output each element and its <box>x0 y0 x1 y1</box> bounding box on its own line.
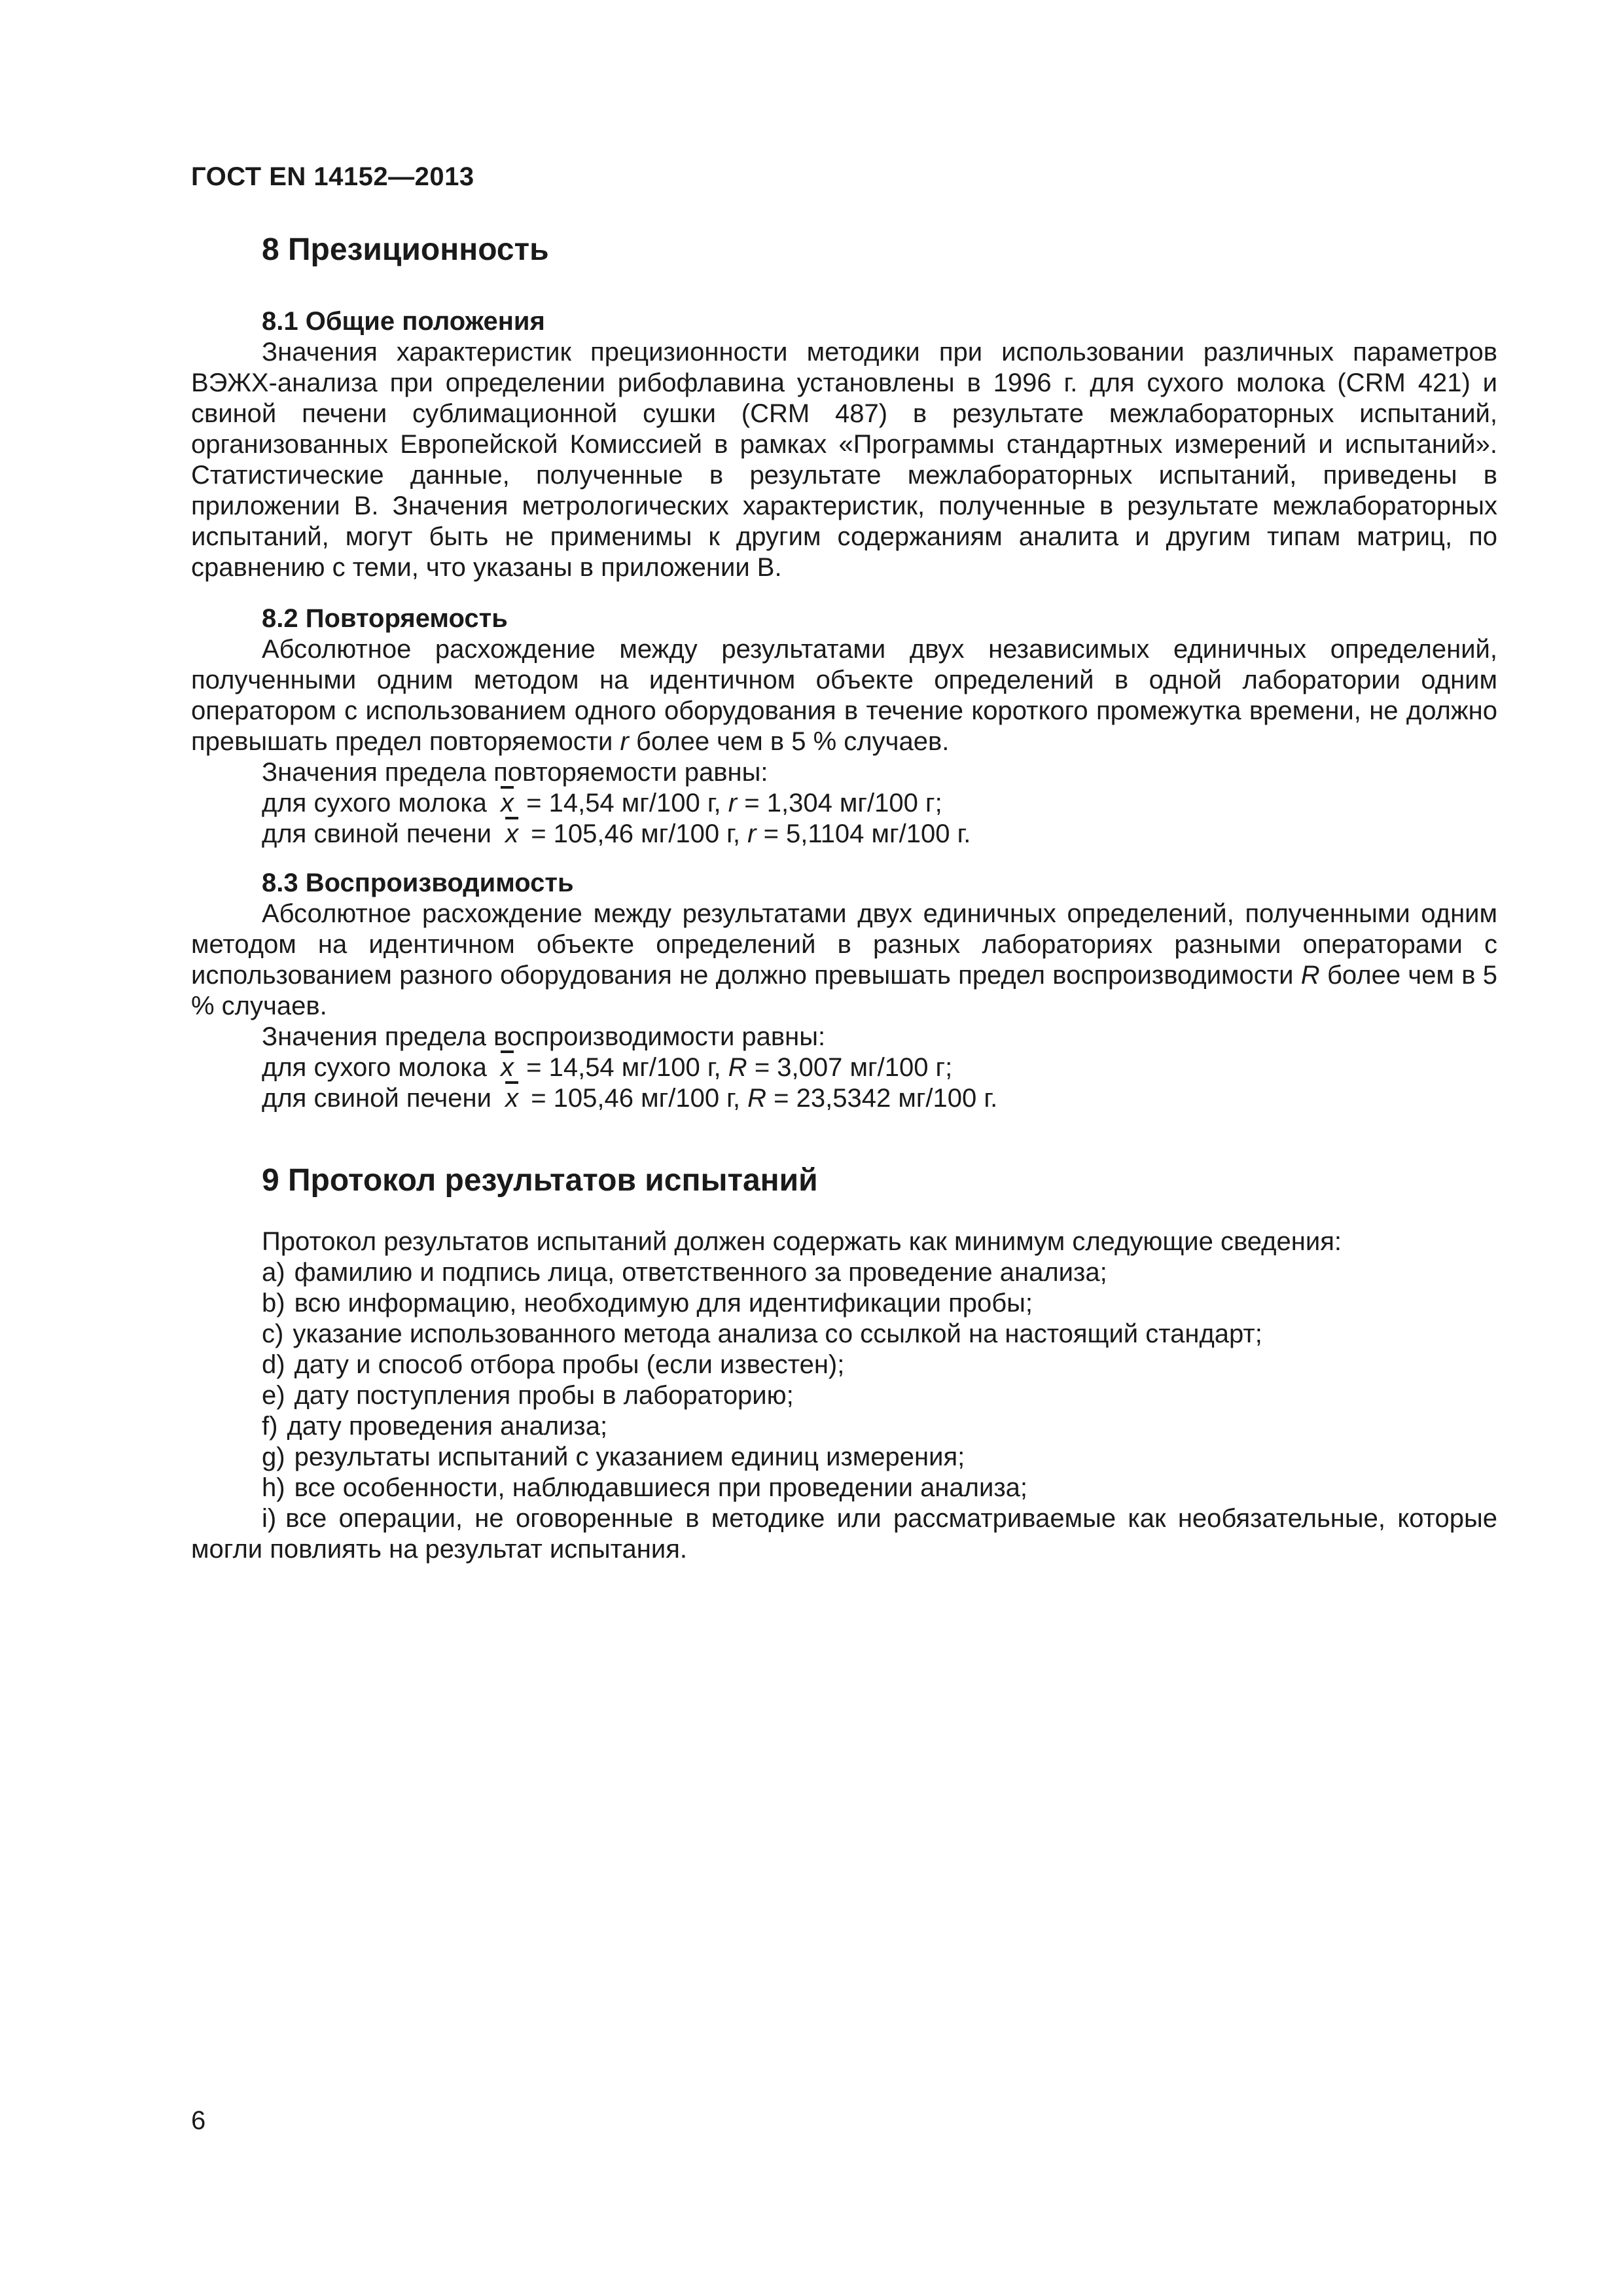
section-8-title: 8 Презиционность <box>262 232 549 267</box>
row-var: r <box>728 789 738 817</box>
list-text: дату проведения анализа; <box>287 1412 608 1441</box>
repeatability-var: r <box>620 727 629 756</box>
section-9 <box>191 1161 1497 1200</box>
page-number: 6 <box>191 2106 206 2135</box>
list-text: все особенности, наблюдавшиеся при проведении анализа; <box>294 1473 1028 1502</box>
list-marker: a) <box>262 1258 285 1287</box>
row-var: r <box>747 819 757 848</box>
section-8-2-text <box>191 634 1497 757</box>
reproducibility-var: R <box>1300 961 1320 990</box>
section-8-2-title: 8.2 Повторяемость <box>262 604 508 633</box>
mean-symbol: $\overline{x}$ <box>500 1053 514 1082</box>
section-8-3-title: 8.3 Воспроизводимость <box>262 869 574 897</box>
section-8-1-text: Значения характеристик прецизионности методики при использовании различных параметров ВЭЖХ-анализа при определении рибофлавина установлены в 1996 г. для сухого молока (CRM 421) и свиной печени сублимационной сушки (CRM 487) в результате межлабораторных испытаний, организованных Европейской Комиссией в рамках «Программы стандартных измерений и испытаний». Статистические данные, полученные в результате межлабораторных испытаний, приведены в приложении В. Значения метрологических характеристик, полученные в результате межлабораторных испытаний, могут быть не применимы к другим содержаниям аналита и другим типам матриц, по сравнению с теми, что указаны в приложении В. <box>191 338 1497 582</box>
reproducibility-row <box>191 1083 1497 1114</box>
list-item <box>191 1411 1497 1442</box>
list-marker: c) <box>262 1319 284 1348</box>
list-item <box>191 1257 1497 1288</box>
list-item <box>191 1442 1497 1473</box>
list-marker: h) <box>262 1473 285 1502</box>
document-id-header: ГОСТ EN 14152—2013 <box>191 162 474 191</box>
repeatability-values-intro: Значения предела повторяемости равны: <box>262 758 768 787</box>
list-item-last <box>191 1503 1497 1565</box>
row-value: = 3,007 мг/100 г; <box>754 1053 953 1082</box>
row-value: = 1,304 мг/100 г; <box>744 789 942 817</box>
list-item <box>191 1288 1497 1319</box>
list-text: указание использованного метода анализа со ссылкой на настоящий стандарт; <box>293 1319 1262 1348</box>
list-text: дату и способ отбора пробы (если известен); <box>294 1350 845 1379</box>
section-8-2-text-b: более чем в 5 % случаев. <box>635 727 950 756</box>
row-mean: = 14,54 мг/100 г, <box>526 789 721 817</box>
section-8-2-text-a: Абсолютное расхождение между результатами двух независимых единичных определений, полученными одним методом на идентичном объекте определений в одной лаборатории одним оператором с использованием одного оборудования в течение короткого промежутка времени, не должно превышать предел повторяемости <box>191 635 1497 756</box>
section-8-3 <box>191 868 1497 1114</box>
list-item <box>191 1350 1497 1380</box>
list-text: фамилию и подпись лица, ответственного за проведение анализа; <box>294 1258 1107 1287</box>
row-value: = 23,5342 мг/100 г. <box>774 1084 998 1113</box>
list-text: все операции, не оговоренные в методике или рассматриваемые как необязательные, которые могли повлиять на результат испытания. <box>191 1504 1497 1564</box>
section-9-title: 9 Протокол результатов испытаний <box>262 1163 818 1198</box>
row-var: R <box>728 1053 747 1082</box>
section-8-2 <box>191 603 1497 850</box>
list-marker: b) <box>262 1289 285 1318</box>
row-mean: = 105,46 мг/100 г, <box>531 819 740 848</box>
row-label: для сухого молока <box>262 1053 487 1082</box>
list-item <box>191 1380 1497 1411</box>
reproducibility-row <box>191 1052 1497 1083</box>
list-marker: g) <box>262 1443 285 1471</box>
row-mean: = 14,54 мг/100 г, <box>526 1053 721 1082</box>
row-value: = 5,1104 мг/100 г. <box>763 819 971 848</box>
section-8-1-title: 8.1 Общие положения <box>262 307 545 336</box>
row-label: для сухого молока <box>262 789 487 817</box>
repeatability-row <box>191 819 1497 850</box>
section-8-3-text-b: более чем в 5 % случаев. <box>191 961 1498 1020</box>
row-label: для свиной печени <box>262 1084 491 1113</box>
row-mean: = 105,46 мг/100 г, <box>531 1084 740 1113</box>
section-8-3-text <box>191 899 1497 1022</box>
section-9-intro: Протокол результатов испытаний должен содержать как минимум следующие сведения: <box>262 1227 1342 1256</box>
row-var: R <box>747 1084 767 1113</box>
section-8-1 <box>191 306 1497 583</box>
repeatability-row <box>191 788 1497 819</box>
list-text: дату поступления пробы в лабораторию; <box>294 1381 794 1410</box>
row-label: для свиной печени <box>262 819 491 848</box>
reproducibility-values-intro: Значения предела воспроизводимости равны: <box>262 1022 826 1051</box>
list-text: всю информацию, необходимую для идентификации пробы; <box>294 1289 1033 1318</box>
section-8 <box>191 230 1497 270</box>
mean-symbol: $\overline{x}$ <box>505 1084 519 1113</box>
list-text: результаты испытаний с указанием единиц измерения; <box>294 1443 965 1471</box>
list-item <box>191 1319 1497 1350</box>
mean-symbol: $\overline{x}$ <box>505 819 519 848</box>
list-marker: d) <box>262 1350 285 1379</box>
list-marker: f) <box>262 1412 278 1441</box>
list-item <box>191 1473 1497 1503</box>
list-marker: e) <box>262 1381 285 1410</box>
section-9-body <box>191 1227 1497 1565</box>
section-8-3-text-a: Абсолютное расхождение между результатами двух единичных определений, полученными одним методом на идентичном объекте определений в разных лабораториях разными операторами с использованием разного оборудования не должно превышать предел воспроизводимости <box>191 899 1497 990</box>
list-marker: i) <box>262 1504 277 1533</box>
mean-symbol: $\overline{x}$ <box>500 789 514 817</box>
